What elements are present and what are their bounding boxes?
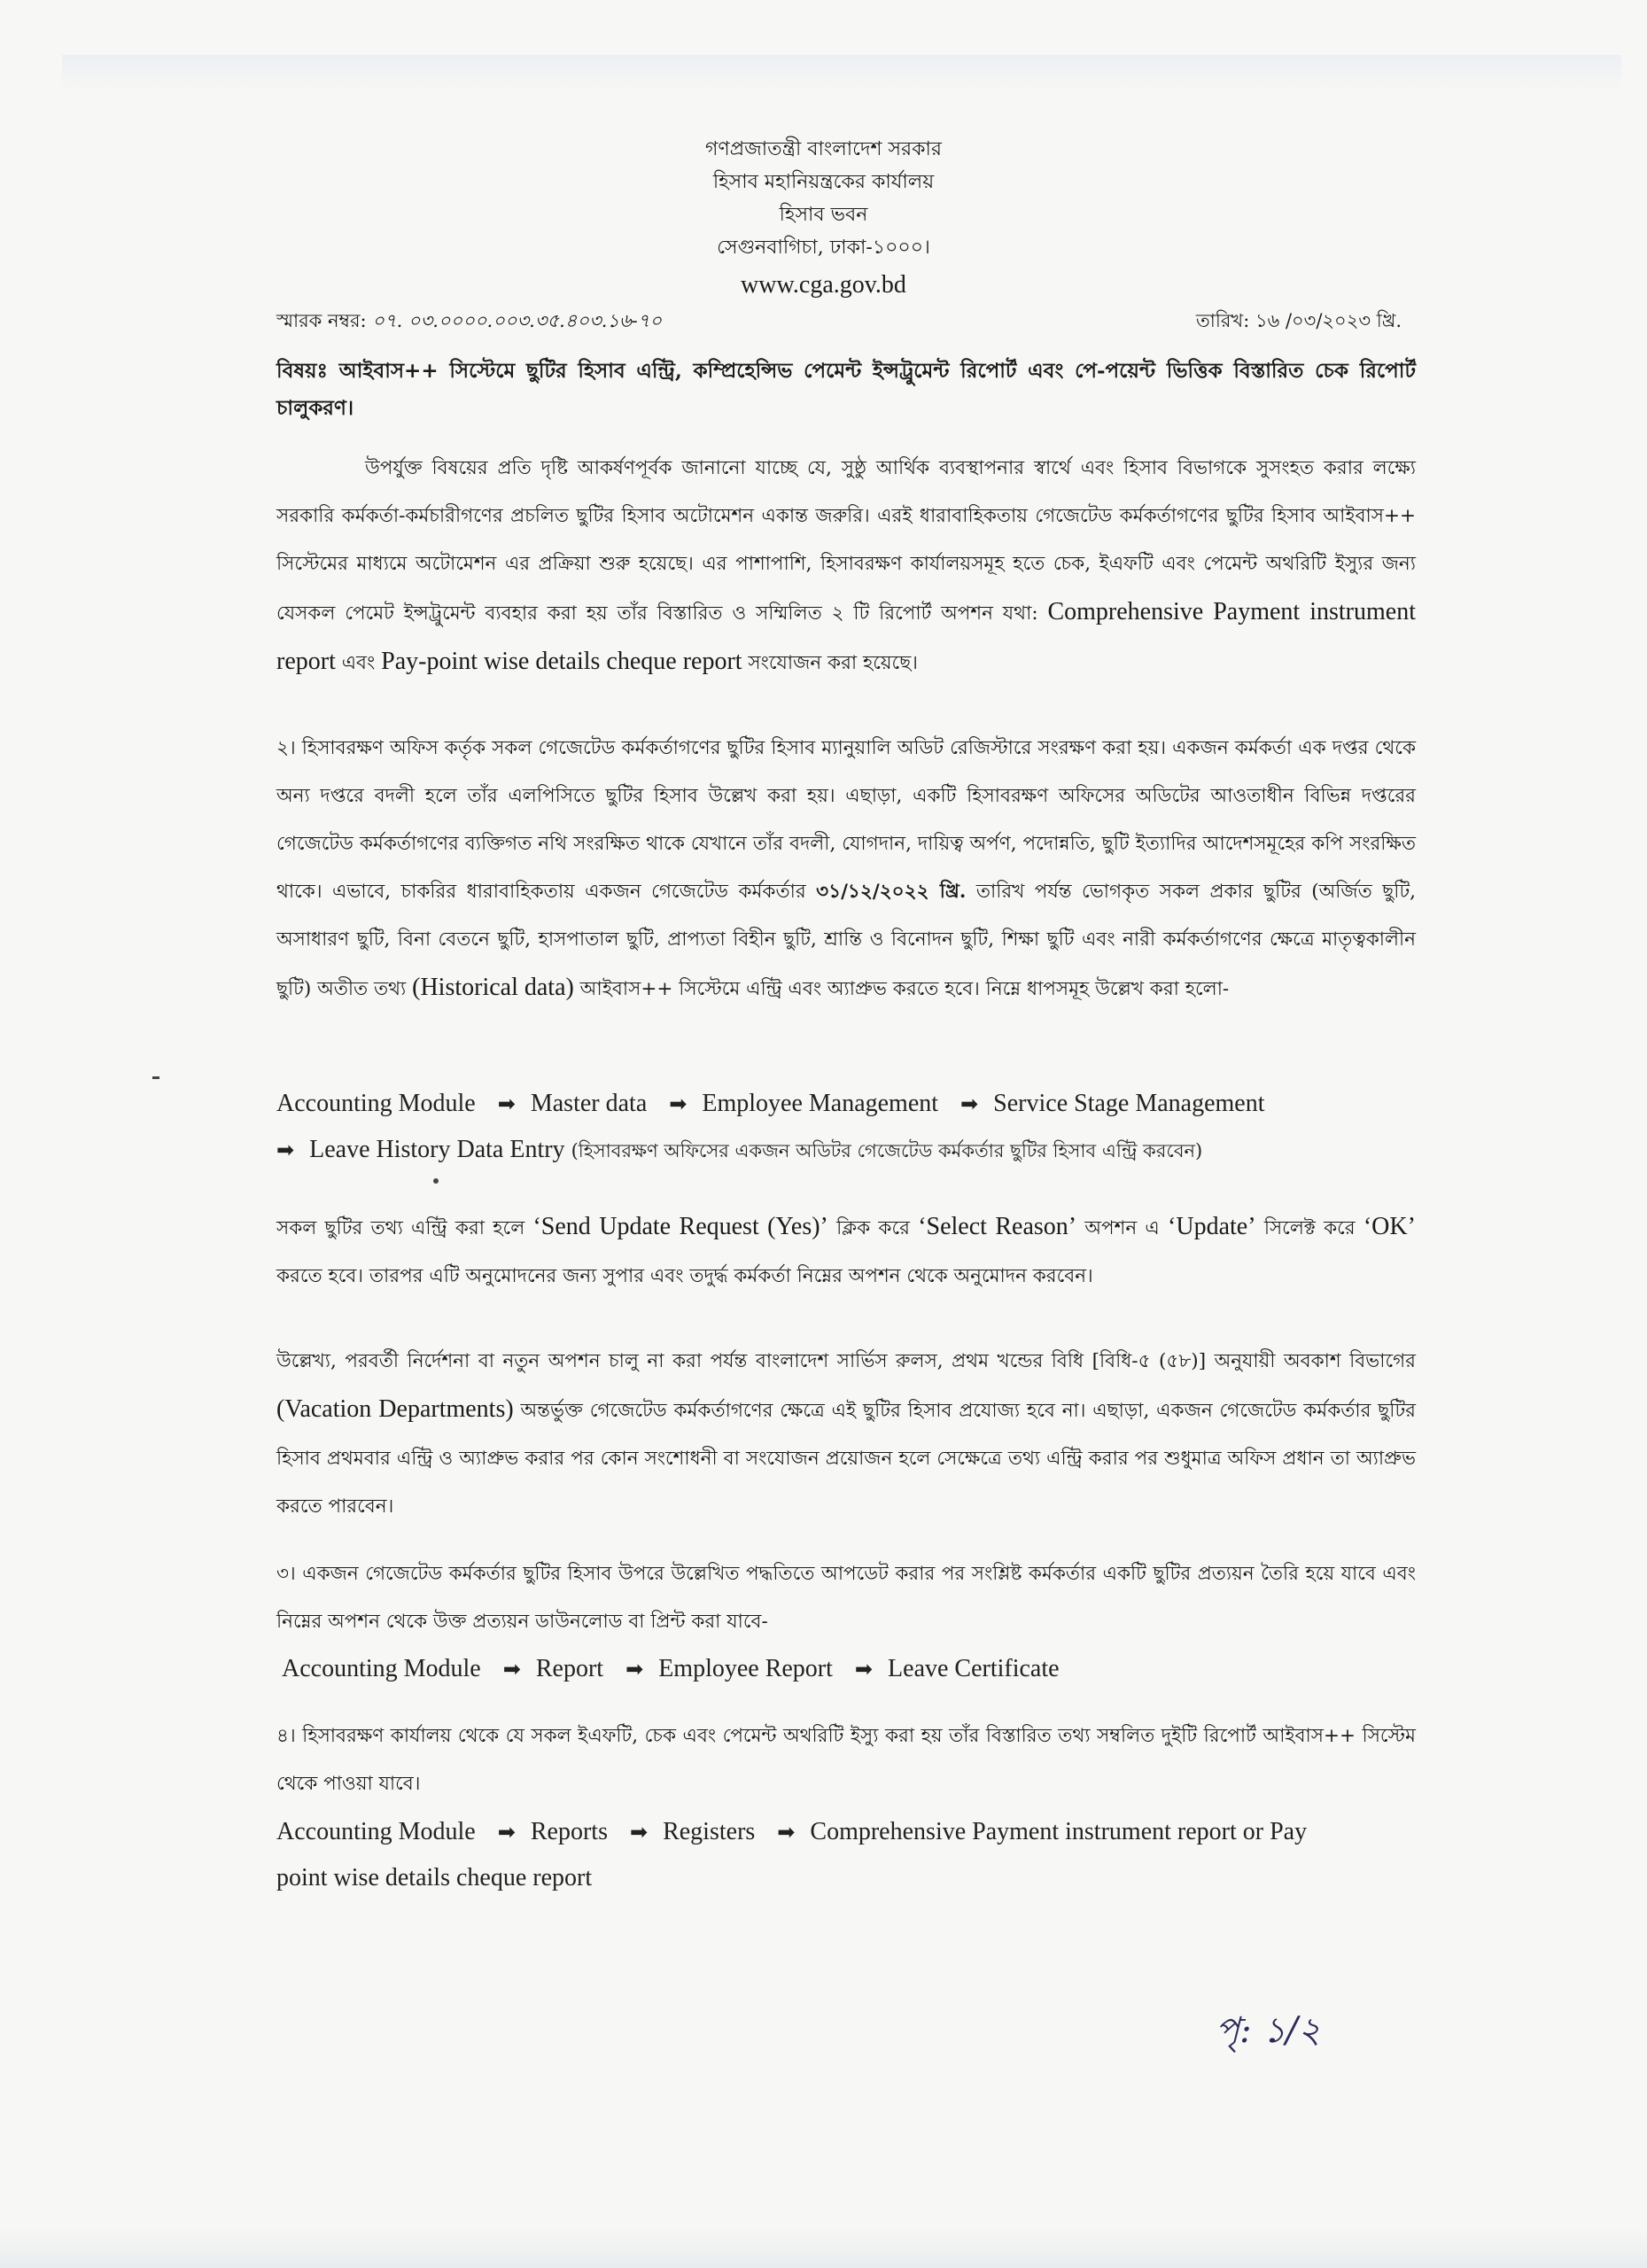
arrow-right-icon: ➡ <box>502 1657 521 1682</box>
letterhead-website: www.cga.gov.bd <box>741 271 906 299</box>
vacation-departments-term: (Vacation Departments) <box>276 1395 514 1423</box>
letterhead-government: গণপ্রজাতন্ত্রী বাংলাদেশ সরকার <box>704 138 943 160</box>
memo-date-value: ১৬ /০৩/২০২৩ খ্রি. <box>1255 310 1402 331</box>
arrow-right-icon: ➡ <box>669 1091 688 1116</box>
paragraph-1-joiner: এবং <box>341 652 376 674</box>
paragraph-2-text-a: ২। হিসাবরক্ষণ অফিস কর্তৃক সকল গেজেটেড কর্মকর্তাগণের ছুটির হিসাব ম্যানুয়ালি অডিট রেজিস্টারে সংরক্ষণ করা হয়। একজন কর্মকর্তা এক দপ্তর থেকে অন্য দপ্তরে বদলী হলে তাঁর এলপিসিতে ছুটির হিসাব উল্লেখ করা হয়। এছাড়া, একটি হিসাবরক্ষণ অফিসের অডিটের আওতাধীন বিভিন্ন দপ্তরের গেজেটেড কর্মকর্তাগণের ব্যক্তিগত নথি সংরক্ষিত থাকে যেখানে তাঁর বদলী, যোগদান, দায়িত্ব অর্পণ, পদোন্নতি, ছুটি ইত্যাদির আদেশসমূহের কপি সংরক্ষিত থাকে। এভাবে, চাকরির ধারাবাহিকতায় একজন গেজেটেড কর্মকর্তার <box>276 737 1416 903</box>
arrow-right-icon: ➡ <box>276 1138 295 1162</box>
paragraph-3-text: সকল ছুটির তথ্য এন্ট্রি করা হলে <box>276 1217 525 1239</box>
letterhead <box>0 133 1647 303</box>
nav3-step-2: Reports <box>530 1818 608 1845</box>
paragraph-3-text: অপশন এ <box>1084 1217 1160 1239</box>
nav1-step-5: Leave History Data Entry <box>309 1136 565 1163</box>
letterhead-office: হিসাব মহানিয়ন্ত্রকের কার্যালয় <box>712 171 935 193</box>
page-number-handwritten: পৃ: ১/২ <box>1216 2010 1321 2051</box>
nav2-step-2: Report <box>535 1655 604 1682</box>
navigation-path-3 <box>276 1818 1307 1846</box>
paragraph-1-text: উপর্যুক্ত বিষয়ের প্রতি দৃষ্টি আকর্ষণপূর্বক জানানো যাচ্ছে যে, সুষ্ঠু আর্থিক ব্যবস্থাপনার স্বার্থে এবং হিসাব বিভাগকে সুসংহত করার লক্ষ্যে সরকারি কর্মকর্তা-কর্মচারীগণের প্রচলিত ছুটির হিসাব অটোমেশন একান্ত জরুরি। এরই ধারাবাহিকতায় গেজেটেড কর্মকর্তাগণের ছুটির হিসাব আইবাস++ সিস্টেমের মাধ্যমে অটোমেশন এর প্রক্রিয়া শুরু হয়েছে। এর পাশাপাশি, হিসাবরক্ষণ কার্যালয়সমূহ হতে চেক, ইএফটি এবং পেমেন্ট অথরিটি ইস্যুর জন্য যেসকল পেমেট ইন্সট্রুমেন্ট ব্যবহার করা হয় তাঁর বিস্তারিত ও সম্মিলিত ২ টি রিপোর্ট অপশন যথা: <box>276 457 1416 625</box>
option-select-reason: ‘Select Reason’ <box>918 1213 1077 1240</box>
paragraph-5: ৩। একজন গেজেটেড কর্মকর্তার ছুটির হিসাব উপরে উল্লেখিত পদ্ধতিতে আপডেট করার পর সংশ্লিষ্ট কর্মকর্তার একটি ছুটির প্রত্যয়ন তৈরি হয়ে যাবে এবং নিম্নের অপশন থেকে উক্ত প্রত্যয়ন ডাউনলোড বা প্রিন্ট করা যাবে- <box>276 1563 1416 1633</box>
nav1-step-4: Service Stage Management <box>993 1090 1265 1117</box>
scan-edge-bottom <box>0 2228 1647 2268</box>
paragraph-4 <box>276 1338 1416 1531</box>
paragraph-2-text-c: আইবাস++ সিস্টেমে এন্ট্রি এবং অ্যাপ্রুভ করতে হবে। নিম্নে ধাপসমূহ উল্লেখ করা হলো- <box>579 978 1230 1000</box>
letterhead-address: সেগুনবাগিচা, ঢাকা-১০০০। <box>717 237 930 259</box>
paragraph-3-text: করতে হবে। তারপর এটি অনুমোদনের জন্য সুপার এবং তদুর্দ্ধ কর্মকর্তা নিম্নের অপশন থেকে অনুমোদন করবেন। <box>276 1265 1093 1287</box>
nav3-step-4: Comprehensive Payment instrument report or Pay <box>810 1818 1308 1845</box>
paragraph-2 <box>276 725 1416 1014</box>
memo-ref-number: ০৭. ০৩.০০০০.০০৩.৩৫.৪০৩.১৬-৭০ <box>372 310 663 331</box>
arrow-right-icon: ➡ <box>625 1657 644 1682</box>
scan-edge-top <box>62 55 1621 90</box>
nav3-step-3: Registers <box>663 1818 756 1845</box>
option-ok: ‘OK’ <box>1363 1213 1416 1240</box>
paragraph-3-text: ক্লিক করে <box>836 1217 910 1239</box>
navigation-path-2 <box>282 1655 1060 1683</box>
letterhead-building: হিসাব ভবন <box>779 204 868 226</box>
arrow-right-icon: ➡ <box>497 1091 516 1116</box>
arrow-right-icon: ➡ <box>960 1091 979 1116</box>
nav2-step-4: Leave Certificate <box>888 1655 1060 1682</box>
report-name-2: Pay-point wise details cheque report <box>381 648 742 675</box>
option-send-update-request: ‘Send Update Request (Yes)’ <box>532 1213 828 1240</box>
memo-date <box>1196 307 1402 338</box>
scan-mark <box>152 1076 159 1079</box>
paragraph-1 <box>276 445 1416 687</box>
nav2-step-1: Accounting Module <box>282 1655 481 1682</box>
nav1-step-3: Employee Management <box>702 1090 939 1117</box>
paragraph-2-date: ৩১/১২/২০২২ খ্রি. <box>816 881 967 903</box>
navigation-path-1-continued <box>276 1136 1202 1168</box>
paragraph-4-text-b: অন্তর্ভুক্ত গেজেটেড কর্মকর্তাগণের ক্ষেত্রে এই ছুটির হিসাব প্রযোজ্য হবে না। এছাড়া, একজন গেজেটেড কর্মকর্তার ছুটির হিসাব প্রথমবার এন্ট্রি ও অ্যাপ্রুভ করার পর কোন সংশোধনী বা সংযোজন প্রয়োজন হলে সেক্ষেত্রে তথ্য এন্ট্রি করার পর শুধুমাত্র অফিস প্রধান তা অ্যাপ্রুভ করতে পারবেন। <box>276 1400 1416 1518</box>
report-name-1: Comprehensive Payment instrument report <box>276 598 1416 675</box>
memo-reference <box>276 307 662 338</box>
arrow-right-icon: ➡ <box>497 1820 516 1845</box>
paragraph-1-tail: সংযোজন করা হয়েছে। <box>748 652 918 674</box>
arrow-right-icon: ➡ <box>629 1820 649 1845</box>
navigation-path-1 <box>276 1090 1265 1118</box>
nav1-step-2: Master data <box>530 1090 648 1117</box>
paragraph-3-text: সিলেক্ট করে <box>1263 1217 1356 1239</box>
paragraph-6: ৪। হিসাবরক্ষণ কার্যালয় থেকে যে সকল ইএফটি, চেক এবং পেমেন্ট অথরিটি ইস্যু করা হয় তাঁর বিস্তারিত তথ্য সম্বলিত দুইটি রিপোর্ট আইবাস++ সিস্টেম থেকে পাওয়া যাবে। <box>276 1725 1416 1795</box>
paragraph-3 <box>276 1203 1416 1301</box>
arrow-right-icon: ➡ <box>854 1657 874 1682</box>
memo-date-label: তারিখ: <box>1196 310 1250 331</box>
option-update: ‘Update’ <box>1168 1213 1256 1240</box>
paragraph-4-text-a: উল্লেখ্য, পরবর্তী নির্দেশনা বা নতুন অপশন চালু না করা পর্যন্ত বাংলাদেশ সার্ভিস রুলস, প্রথম খন্ডের বিধি [বিধি-৫ (৫৮)] অনুযায়ী অবকাশ বিভাগের <box>276 1350 1416 1372</box>
memo-ref-label: স্মারক নম্বর: <box>276 310 367 331</box>
nav2-step-3: Employee Report <box>658 1655 833 1682</box>
nav1-note: (হিসাবরক্ষণ অফিসের একজন অডিটর গেজেটেড কর্মকর্তার ছুটির হিসাব এন্ট্রি করবেন) <box>571 1140 1203 1161</box>
navigation-path-3-continued: point wise details cheque report <box>276 1864 593 1891</box>
nav3-step-1: Accounting Module <box>276 1818 476 1845</box>
nav1-step-1: Accounting Module <box>276 1090 476 1117</box>
scan-mark <box>433 1178 439 1184</box>
subject-line: বিষয়ঃ আইবাস++ সিস্টেমে ছুটির হিসাব এন্ট্রি, কম্প্রিহেন্সিভ পেমেন্ট ইন্সট্রুমেন্ট রিপোর্ট এবং পে-পয়েন্ট ভিত্তিক বিস্তারিত চেক রিপোর্ট চালুকরণ। <box>276 359 1416 420</box>
historical-data-term: (Historical data) <box>412 974 574 1001</box>
paragraph-2-text-b: তারিখ পর্যন্ত ভোগকৃত সকল প্রকার ছুটির (অর্জিত ছুটি, অসাধারণ ছুটি, বিনা বেতনে ছুটি, হাসপাতাল ছুটি, প্রাপ্যতা বিহীন ছুটি, শ্রান্তি ও বিনোদন ছুটি, শিক্ষা ছুটি এবং নারী কর্মকর্তাগণের ক্ষেত্রে মাতৃত্বকালীন ছুটি) অতীত তথ্য <box>276 881 1416 1000</box>
arrow-right-icon: ➡ <box>777 1820 796 1845</box>
